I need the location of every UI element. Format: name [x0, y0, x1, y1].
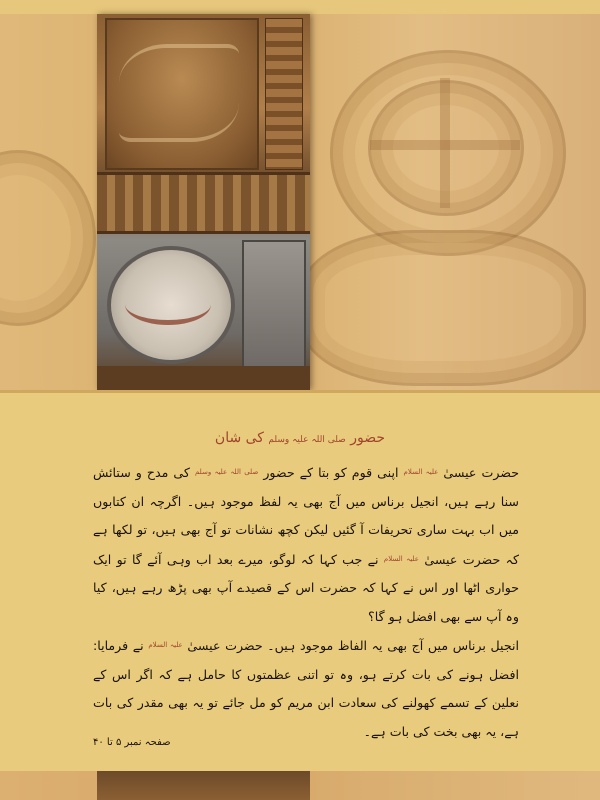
paragraph-2: [93, 631, 519, 746]
top-edge: [0, 0, 600, 14]
paragraph-1: [93, 458, 519, 631]
article-body: [93, 458, 519, 746]
isa-honorific: علیہ السلام: [403, 468, 439, 476]
p2-s1: انجیل برناس میں آج بھی یہ الفاظ موجود ہیں۔ حضرت عیسیٰ: [187, 638, 519, 653]
heading-honorific: صلی اللہ علیہ وسلم: [268, 435, 346, 445]
calligraphy-strokes: [119, 44, 239, 142]
p2-s2: نے فرمایا: افضل ہونے کی بات کرتے ہو، وہ تو اتنی عظمتوں کا حامل ہے کہ اگر اس کے نعلین کے تسمے کھولنے کی سعادت ابن مریم کو مل جائے تو یہ بھی مقدر کی بات ہے، یہ بھی بخت کی بات ہے۔: [93, 638, 519, 739]
heading-after: کی شان: [214, 430, 264, 446]
isa-honorific: علیہ السلام: [383, 554, 419, 563]
footer-panel: [97, 771, 310, 800]
ornate-door-panel: [97, 14, 310, 390]
article-heading: [180, 430, 420, 446]
vine-column: [265, 18, 303, 170]
p1-s2: اپنی قوم کو بتا کے حضور: [263, 465, 399, 480]
prophet-honorific: صلی اللہ علیہ وسلم: [194, 468, 259, 476]
heading-before: حضور: [350, 430, 386, 446]
medallion-calligraphy: [125, 284, 211, 325]
p1-s1: حضرت عیسیٰ: [443, 465, 519, 480]
carved-frieze: [97, 172, 310, 234]
footer-artwork: [0, 771, 600, 800]
carved-arabesque: [300, 230, 586, 386]
p1-s3: کی مدح و ستائش سنا رہے ہیں، انجیل برناس میں آج بھی یہ لفظ موجود ہیں۔ اگرچہ ان کتابوں میں اب بہت ساری تحریفات آ گئیں لیکن کچھ نشانات تو آج بھی ہیں، تو لکھا ہے کہ حضرت عیسیٰ: [93, 465, 519, 567]
p1-s4: نے جب کہا کہ لوگو، میرے بعد اب وہی آئے گا تو ایک حواری اٹھا اور اس نے کہا کہ حضرت اس کے قصیدے آپ بھی پڑھ رہے ہیں، کیا وہ آپ سے بھی افضل ہو گا؟: [93, 551, 519, 624]
header-artwork: [0, 0, 600, 392]
panel-base: [97, 366, 310, 390]
isa-honorific: علیہ السلام: [148, 641, 183, 649]
page-reference: صفحہ نمبر ۵ تا ۴۰: [93, 737, 171, 748]
carved-cross-vertical: [440, 78, 450, 208]
stone-side-block: [242, 240, 306, 374]
carved-medallion-left: [0, 150, 96, 326]
